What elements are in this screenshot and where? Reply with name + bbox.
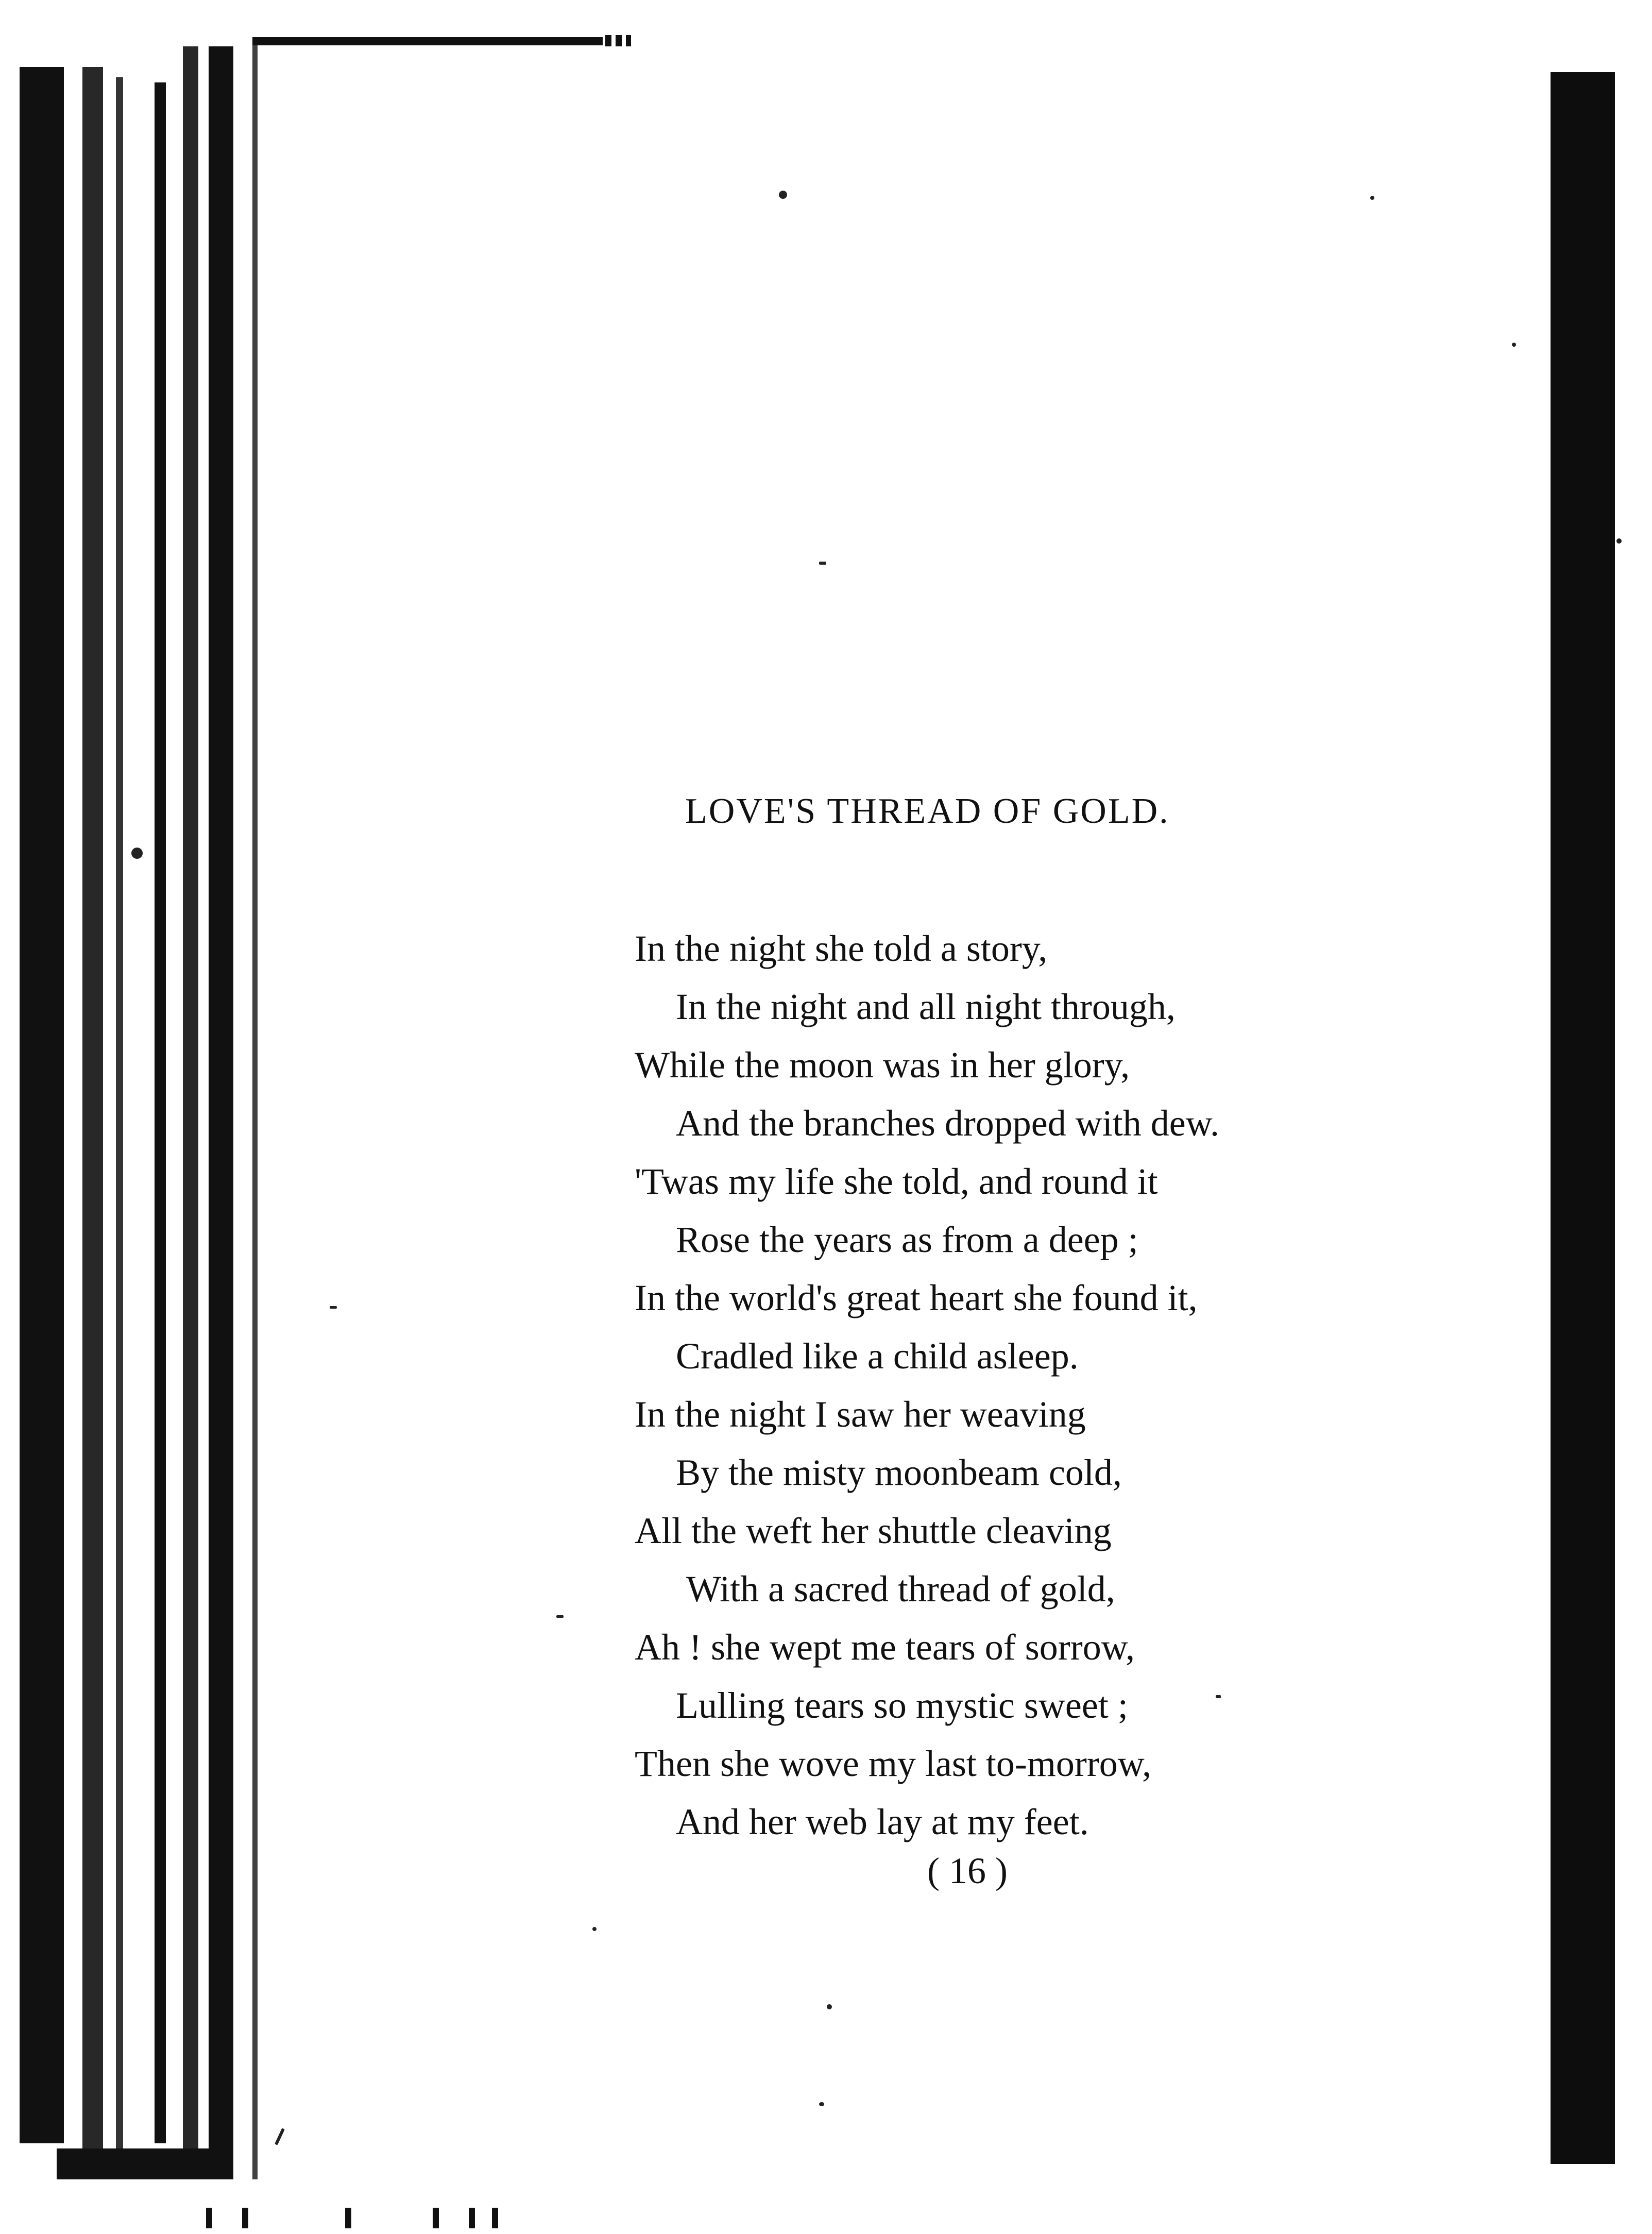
bottom-edge-ticks bbox=[206, 2208, 500, 2228]
speck bbox=[779, 191, 787, 199]
poem-title: LOVE'S THREAD OF GOLD. bbox=[685, 791, 1170, 831]
speck bbox=[819, 562, 826, 565]
poem-line: And the branches dropped with dew. bbox=[676, 1103, 1220, 1144]
book-gutter-scan-artifact bbox=[0, 0, 268, 2234]
speck bbox=[330, 1306, 337, 1309]
gutter-band bbox=[252, 41, 258, 2179]
poem-line: With a sacred thread of gold, bbox=[686, 1568, 1115, 1610]
gutter-band bbox=[116, 77, 123, 2159]
poem-line: While the moon was in her glory, bbox=[635, 1044, 1130, 1086]
gutter-band bbox=[57, 2148, 211, 2179]
gutter-band bbox=[183, 46, 198, 2169]
gutter-band bbox=[209, 46, 233, 2179]
poem-line: In the night and all night through, bbox=[676, 986, 1176, 1027]
right-edge-shadow bbox=[1551, 72, 1615, 2164]
poem-line: In the world's great heart she found it, bbox=[635, 1277, 1198, 1318]
poem-line: Ah ! she wept me tears of sorrow, bbox=[635, 1627, 1135, 1668]
top-edge-ticks bbox=[605, 35, 631, 46]
gutter-band bbox=[82, 67, 103, 2159]
poem-body bbox=[635, 920, 1407, 1851]
speck bbox=[827, 2004, 832, 2009]
speck bbox=[592, 1927, 597, 1931]
poem-line: All the weft her shuttle cleaving bbox=[635, 1510, 1112, 1551]
speck bbox=[131, 848, 143, 859]
poem-line: 'Twas my life she told, and round it bbox=[635, 1161, 1158, 1202]
speck bbox=[1616, 538, 1622, 544]
speck bbox=[275, 2128, 285, 2145]
poem-line: Cradled like a child asleep. bbox=[676, 1335, 1079, 1377]
gutter-band bbox=[155, 82, 166, 2143]
speck bbox=[819, 2102, 824, 2106]
poem-line: In the night I saw her weaving bbox=[635, 1394, 1086, 1435]
poem-line: Lulling tears so mystic sweet ; bbox=[676, 1685, 1128, 1726]
poem-line: And her web lay at my feet. bbox=[676, 1801, 1089, 1842]
speck bbox=[1370, 196, 1374, 200]
page-number: ( 16 ) bbox=[927, 1850, 1008, 1891]
speck bbox=[1512, 343, 1516, 347]
poem-line: By the misty moonbeam cold, bbox=[676, 1452, 1122, 1493]
speck bbox=[556, 1615, 564, 1618]
top-edge-rule bbox=[252, 37, 603, 45]
poem-line: Then she wove my last to-morrow, bbox=[635, 1743, 1152, 1784]
gutter-band bbox=[20, 67, 64, 2143]
poem-line: In the night she told a story, bbox=[635, 928, 1048, 969]
poem-line: Rose the years as from a deep ; bbox=[676, 1219, 1138, 1260]
